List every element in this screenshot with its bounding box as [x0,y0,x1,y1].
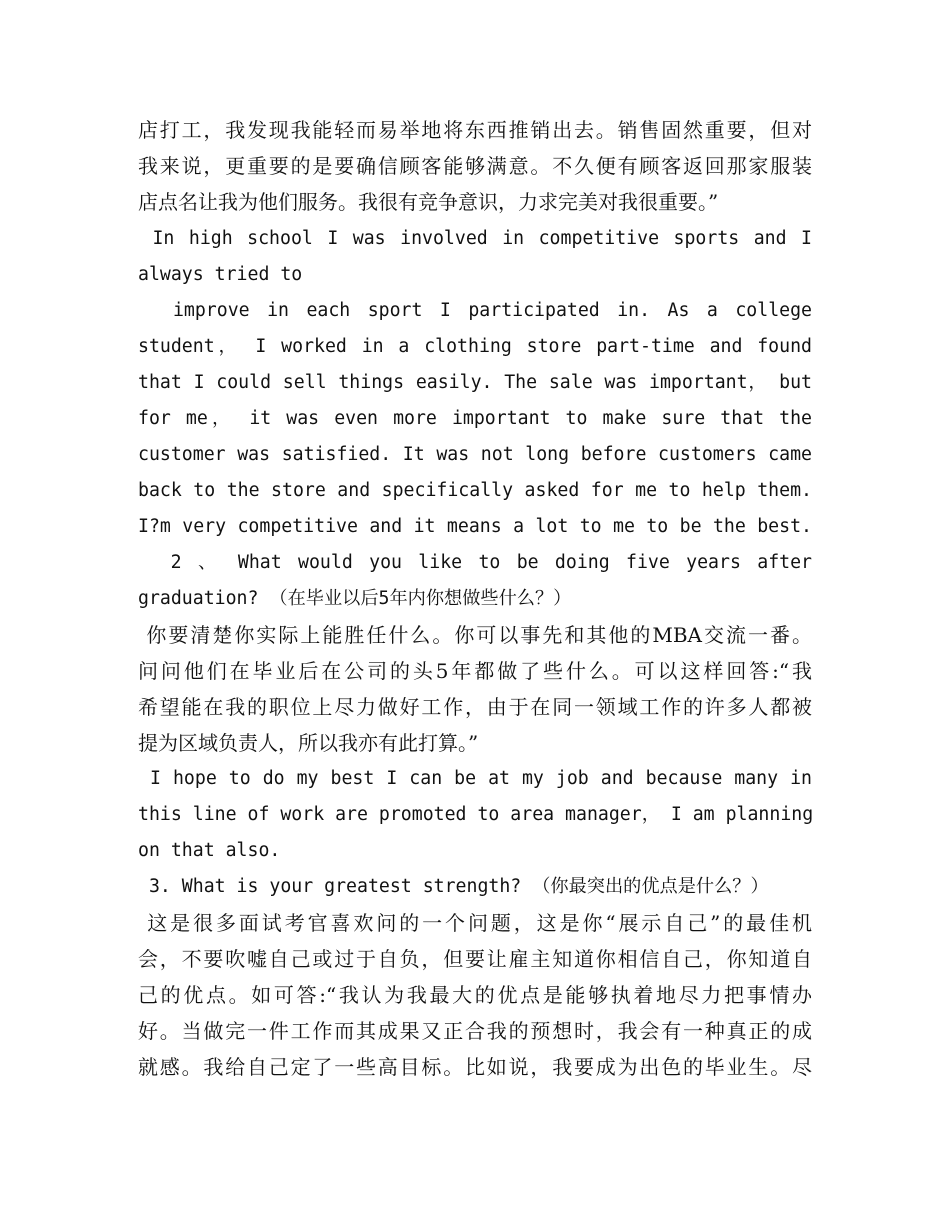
text-line: student， I worked in a clothing store part-time and found [138,336,812,357]
text-line: 希望能在我的职位上尽力做好工作，由于在同一领域工作的许多人都被 [138,695,812,719]
text-line: this line of work are promoted to area manager， I am planning [138,804,814,825]
text-line: back to the store and specifically asked for me to help them. [138,480,812,501]
text-line: 问问他们在毕业后在公司的头5年都做了些什么。可以这样回答:“我 [138,659,812,683]
text-line: 你要清楚你实际上能胜任什么。你可以事先和其他的MBA交流一番。 [138,623,812,647]
text-line: for me， it was even more important to make sure that the [138,408,812,429]
text-line: 己的优点。如可答:“我认为我最大的优点是能够执着地尽力把事情办 [138,983,812,1007]
text-line: I hope to do my best I can be at my job and because many in [138,768,812,789]
text-line: 店点名让我为他们服务。我很有竞争意识，力求完美对我很重要。” [138,190,719,214]
text-line: 我来说，更重要的是要确信顾客能够满意。不久便有顾客返回那家服装 [138,154,812,178]
text-line: 2 、 What would you like to be doing five years after [138,552,812,573]
text-line: 就感。我给自己定了一些高目标。比如说，我要成为出色的毕业生。尽 [138,1055,812,1079]
text-line: In high school I was involved in competitive sports and I [138,228,812,249]
text-line: 会，不要吹嘘自己或过于自负，但要让雇主知道你相信自己，你知道自 [138,947,812,971]
text-line: 这是很多面试考官喜欢问的一个问题，这是你“展示自己”的最佳机 [138,911,812,935]
text-line: on that also. [138,840,281,861]
section-heading: 3. What is your greatest strength? （你最突出的优点是什么？） [138,876,769,897]
text-line: graduation? （在毕业以后5年内你想做些什么？） [138,588,572,609]
text-line: that I could sell things easily. The sale was important， but [138,372,812,393]
text-line: 好。当做完一件工作而其成果又正合我的预想时，我会有一种真正的成 [138,1019,812,1043]
text-line: 店打工，我发现我能轻而易举地将东西推销出去。销售固然重要，但对 [138,118,812,142]
text-line: I?m very competitive and it means a lot to me to be the best. [138,516,812,537]
text-line: improve in each sport I participated in. As a college [138,300,812,321]
text-line: 提为区域负责人，所以我亦有此打算。” [138,731,479,755]
text-line: always tried to [138,264,303,285]
text-line: customer was satisfied. It was not long before customers came [138,444,812,465]
